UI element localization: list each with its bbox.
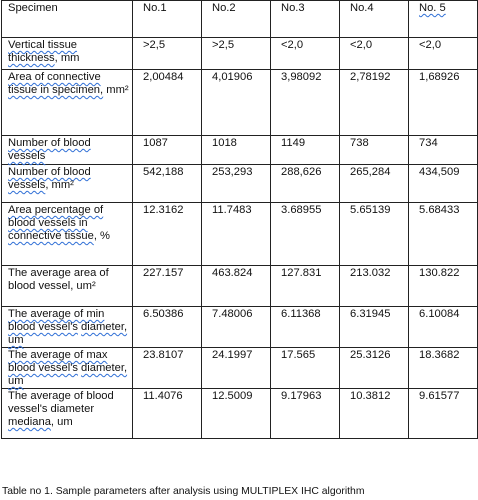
row-label-cell [2,348,133,389]
value-cell: 11.7483 [202,203,271,266]
value-cell: 7.48006 [202,307,271,348]
table-row [2,70,478,136]
row-label-cell [2,266,133,307]
value-cell: >2,5 [202,38,271,70]
value-cell: 3.68955 [271,203,340,266]
value-cell: 9.61577 [409,389,478,439]
row-label-cell [2,70,133,136]
table-row [2,307,478,348]
value-cell: >2,5 [133,38,202,70]
header-cell-specimen: Specimen [2,1,133,38]
row-label-segment: diameter, um [8,362,128,387]
table-row [2,38,478,70]
row-label-segment: vessels [8,179,46,191]
value-cell: 738 [340,136,409,165]
row-label-segment: diameter, um [8,321,128,346]
parameters-table [1,0,478,439]
row-label-cell [2,203,133,266]
value-cell: <2,0 [340,38,409,70]
value-cell: 12.3162 [133,203,202,266]
row-label-segment: vessel's diameter [8,403,95,415]
row-label-segment: Number of blood [8,166,91,178]
row-label-segment: connective tissue [8,230,94,242]
value-cell: 434,509 [409,165,478,203]
value-cell: 265,284 [340,165,409,203]
value-cell: <2,0 [271,38,340,70]
value-cell: 6.11368 [271,307,340,348]
row-label-segment: blood vessels in [8,217,88,229]
value-cell: 6.50386 [133,307,202,348]
value-cell: 23.8107 [133,348,202,389]
table-row [2,348,478,389]
row-label-segment: Area of connective [8,71,101,83]
value-cell: 10.3812 [340,389,409,439]
value-cell: 1018 [202,136,271,165]
header-cell-no2: No.2 [202,1,271,38]
value-cell: 1087 [133,136,202,165]
row-label-segment: The average of min [8,308,105,320]
value-cell: 227.157 [133,266,202,307]
row-label-segment: , % [93,230,110,242]
value-cell: 25.3126 [340,348,409,389]
value-cell: 5.65139 [340,203,409,266]
value-cell: 734 [409,136,478,165]
row-label-segment: The average of max [8,349,108,361]
value-cell: 24.1997 [202,348,271,389]
table-row [2,203,478,266]
header-cell-no5-text: No. 5 [419,2,446,14]
row-label-segment: The average of blood [8,390,114,402]
header-cell-no5 [409,1,478,38]
value-cell: 4,01906 [202,70,271,136]
row-label-cell [2,38,133,70]
row-label-cell [2,389,133,439]
row-label-segment: vessels [8,150,46,162]
row-label-segment: tissue in specimen, [8,84,104,96]
value-cell: 130.822 [409,266,478,307]
header-cell-no4: No.4 [340,1,409,38]
value-cell: 288,626 [271,165,340,203]
value-cell: 6.31945 [340,307,409,348]
value-cell: 2,78192 [340,70,409,136]
value-cell: 542,188 [133,165,202,203]
row-label-segment: Vertical tissue [8,39,78,51]
row-label-segment: thickness [8,52,55,64]
value-cell: 1,68926 [409,70,478,136]
row-label-segment: blood vessel's [8,362,78,374]
table-caption: Table no 1. Sample parameters after analysis using MULTIPLEX IHC algorithm [2,486,365,497]
value-cell: 11.4076 [133,389,202,439]
row-label-segment: , um [50,416,73,428]
table-row [2,266,478,307]
value-cell: 1149 [271,136,340,165]
row-label-cell [2,307,133,348]
row-label-segment: , mm² [45,179,74,191]
value-cell: 213.032 [340,266,409,307]
row-label-segment: mediana [8,416,51,428]
table-header-row [2,1,478,38]
value-cell: 3,98092 [271,70,340,136]
value-cell: 9.17963 [271,389,340,439]
table-body [2,38,478,439]
row-label-cell [2,165,133,203]
value-cell: 12.5009 [202,389,271,439]
value-cell: 18.3682 [409,348,478,389]
value-cell: <2,0 [409,38,478,70]
row-label-segment: blood vessel's [8,321,78,333]
value-cell: 127.831 [271,266,340,307]
table-row [2,136,478,165]
row-label-cell [2,136,133,165]
row-label-segment: The average area of [8,267,109,279]
row-label-segment: Area percentage of [8,204,104,216]
value-cell: 253,293 [202,165,271,203]
row-label-segment: , mm [54,52,80,64]
row-label-segment: mm² [106,84,129,96]
header-cell-no3: No.3 [271,1,340,38]
row-label-segment: blood vessel, um² [8,280,96,292]
table-row [2,165,478,203]
row-label-segment: Number of blood [8,137,91,149]
value-cell: 2,00484 [133,70,202,136]
table-row [2,389,478,439]
header-cell-no1: No.1 [133,1,202,38]
value-cell: 17.565 [271,348,340,389]
value-cell: 463.824 [202,266,271,307]
value-cell: 5.68433 [409,203,478,266]
value-cell: 6.10084 [409,307,478,348]
